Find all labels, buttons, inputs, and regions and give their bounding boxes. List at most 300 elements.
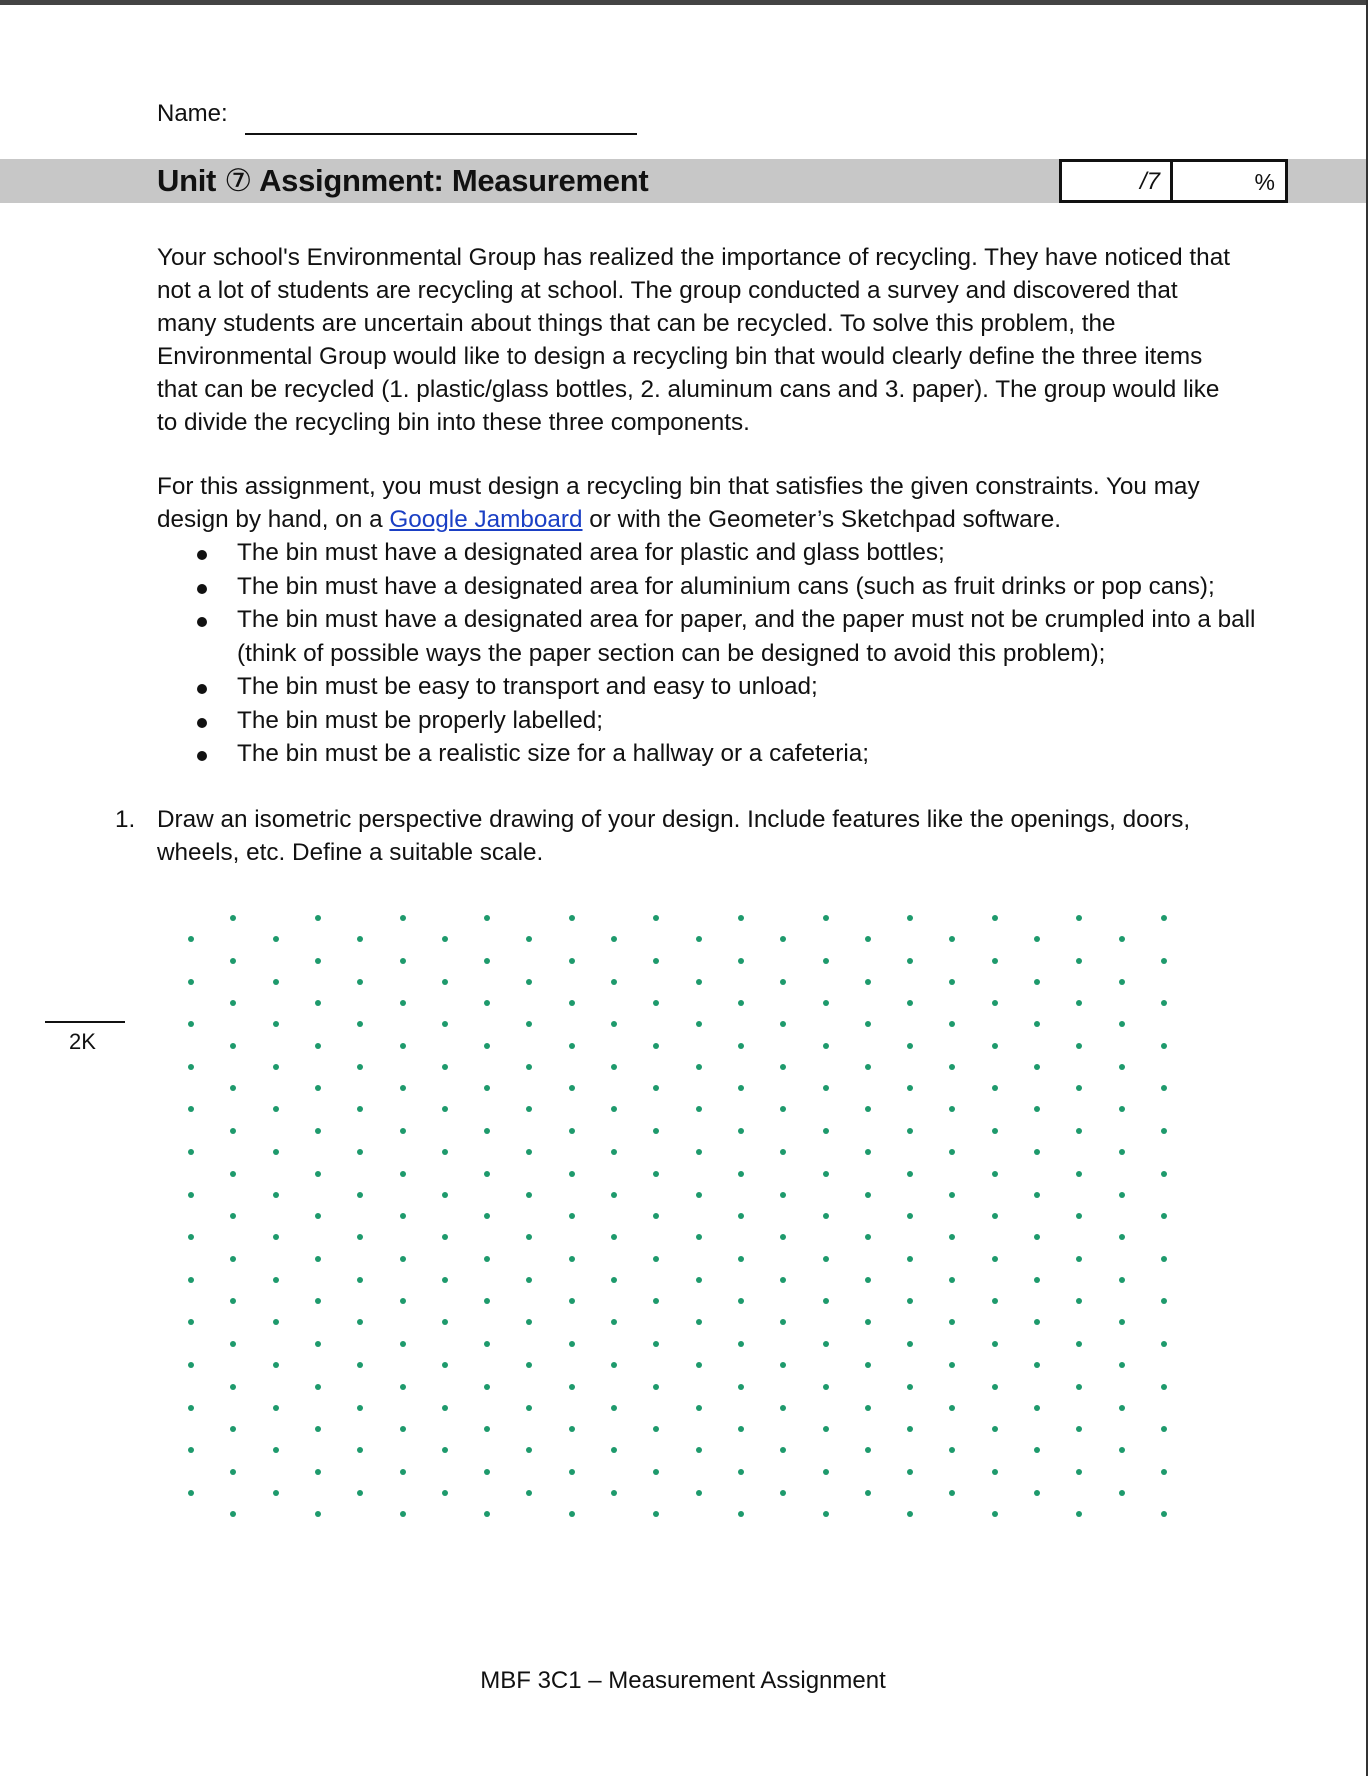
grid-dot xyxy=(1076,1000,1082,1006)
grid-dot xyxy=(1034,1490,1040,1496)
grid-dot xyxy=(949,1021,955,1027)
grid-dot xyxy=(442,1106,448,1112)
grid-dot xyxy=(992,1000,998,1006)
grid-dot xyxy=(653,1469,659,1475)
grid-dot xyxy=(823,1469,829,1475)
grid-dot xyxy=(230,1171,236,1177)
grid-dot xyxy=(188,1234,194,1240)
grid-dot xyxy=(611,1021,617,1027)
grid-dot xyxy=(273,1490,279,1496)
grid-dot xyxy=(315,1384,321,1390)
grid-dot xyxy=(992,1043,998,1049)
grid-dot xyxy=(611,1277,617,1283)
grid-dot xyxy=(273,936,279,942)
grid-dot xyxy=(696,936,702,942)
grid-dot xyxy=(315,915,321,921)
grid-dot xyxy=(357,1064,363,1070)
grid-dot xyxy=(611,1149,617,1155)
grid-dot xyxy=(1034,979,1040,985)
grid-dot xyxy=(526,1277,532,1283)
grid-dot xyxy=(357,1234,363,1240)
grid-dot xyxy=(865,1106,871,1112)
grid-dot xyxy=(400,1426,406,1432)
grid-dot xyxy=(653,915,659,921)
grid-dot xyxy=(569,1171,575,1177)
grid-dot xyxy=(569,1341,575,1347)
grid-dot xyxy=(569,1085,575,1091)
grid-dot xyxy=(1034,1362,1040,1368)
grid-dot xyxy=(357,1405,363,1411)
grid-dot xyxy=(315,1085,321,1091)
grid-dot xyxy=(188,1064,194,1070)
constraints-list xyxy=(157,536,1257,771)
name-label: Name: xyxy=(157,100,228,127)
grid-dot xyxy=(315,1298,321,1304)
grid-dot xyxy=(315,1213,321,1219)
grid-dot xyxy=(400,1384,406,1390)
grid-dot xyxy=(696,1362,702,1368)
grid-dot xyxy=(1119,1064,1125,1070)
grid-dot xyxy=(484,1384,490,1390)
grid-dot xyxy=(738,1511,744,1517)
grid-dot xyxy=(484,958,490,964)
bullet-icon xyxy=(197,550,207,560)
grid-dot xyxy=(907,1341,913,1347)
grid-dot xyxy=(823,1341,829,1347)
grid-dot xyxy=(569,958,575,964)
grid-dot xyxy=(188,1319,194,1325)
grid-dot xyxy=(696,1021,702,1027)
grid-dot xyxy=(907,1171,913,1177)
grid-dot xyxy=(823,1085,829,1091)
bullet-icon xyxy=(197,718,207,728)
grid-dot xyxy=(1034,1319,1040,1325)
grid-dot xyxy=(949,1234,955,1240)
score-box xyxy=(1059,159,1173,203)
grid-dot xyxy=(1076,1171,1082,1177)
grid-dot xyxy=(738,1128,744,1134)
title-text: Assignment: Measurement xyxy=(259,163,649,198)
grid-dot xyxy=(992,1213,998,1219)
grid-dot xyxy=(230,1469,236,1475)
grid-dot xyxy=(865,1064,871,1070)
grid-dot xyxy=(188,1405,194,1411)
grid-dot xyxy=(949,1192,955,1198)
grid-dot xyxy=(230,1298,236,1304)
grid-dot xyxy=(315,1000,321,1006)
grid-dot xyxy=(569,1426,575,1432)
grid-dot xyxy=(526,1149,532,1155)
grid-dot xyxy=(442,1319,448,1325)
grid-dot xyxy=(823,1213,829,1219)
grid-dot xyxy=(273,979,279,985)
grid-dot xyxy=(357,1106,363,1112)
grid-dot xyxy=(949,1490,955,1496)
grid-dot xyxy=(823,1171,829,1177)
grid-dot xyxy=(526,979,532,985)
grid-dot xyxy=(484,1043,490,1049)
grid-dot xyxy=(653,1426,659,1432)
grid-dot xyxy=(569,915,575,921)
grid-dot xyxy=(569,1043,575,1049)
grid-dot xyxy=(484,1298,490,1304)
percent-box xyxy=(1170,159,1288,203)
grid-dot xyxy=(696,1277,702,1283)
grid-dot xyxy=(1161,1085,1167,1091)
grid-dot xyxy=(780,1319,786,1325)
grid-dot xyxy=(611,1447,617,1453)
grid-dot xyxy=(653,1085,659,1091)
grid-dot xyxy=(315,1171,321,1177)
grid-dot xyxy=(992,1469,998,1475)
grid-dot xyxy=(992,958,998,964)
grid-dot xyxy=(400,1511,406,1517)
grid-dot xyxy=(865,1447,871,1453)
grid-dot xyxy=(400,1469,406,1475)
grid-dot xyxy=(992,1128,998,1134)
grid-dot xyxy=(949,1319,955,1325)
list-item: The bin must be easy to transport and easy to unload; xyxy=(157,670,1257,704)
grid-dot xyxy=(780,1021,786,1027)
grid-dot xyxy=(823,1384,829,1390)
grid-dot xyxy=(526,1490,532,1496)
grid-dot xyxy=(738,1384,744,1390)
grid-dot xyxy=(1161,1000,1167,1006)
grid-dot xyxy=(273,1362,279,1368)
grid-dot xyxy=(653,1043,659,1049)
grid-dot xyxy=(907,1000,913,1006)
grid-dot xyxy=(230,1511,236,1517)
grid-dot xyxy=(1161,1128,1167,1134)
grid-dot xyxy=(738,1341,744,1347)
grid-dot xyxy=(230,1085,236,1091)
grid-dot xyxy=(696,1106,702,1112)
bullet-icon xyxy=(197,584,207,594)
grid-dot xyxy=(907,958,913,964)
grid-dot xyxy=(526,1234,532,1240)
grid-dot xyxy=(315,1043,321,1049)
grid-dot xyxy=(780,1106,786,1112)
grid-dot xyxy=(1076,1426,1082,1432)
grid-dot xyxy=(273,1319,279,1325)
grid-dot xyxy=(653,1298,659,1304)
grid-dot xyxy=(949,1149,955,1155)
google-jamboard-link[interactable]: Google Jamboard xyxy=(389,506,583,533)
grid-dot xyxy=(1119,1106,1125,1112)
grid-dot xyxy=(442,979,448,985)
grid-dot xyxy=(188,1021,194,1027)
grid-dot xyxy=(738,915,744,921)
grid-dot xyxy=(357,1490,363,1496)
grid-dot xyxy=(569,1128,575,1134)
grid-dot xyxy=(611,1234,617,1240)
grid-dot xyxy=(653,1256,659,1262)
grid-dot xyxy=(1119,1192,1125,1198)
grid-dot xyxy=(188,1490,194,1496)
grid-dot xyxy=(1034,1234,1040,1240)
grid-dot xyxy=(823,915,829,921)
grid-dot xyxy=(1119,1362,1125,1368)
grid-dot xyxy=(442,1277,448,1283)
bullet-icon xyxy=(197,617,207,627)
margin-score-label: 2K xyxy=(69,1029,96,1054)
unit-word: Unit xyxy=(157,163,217,198)
instructions-paragraph xyxy=(157,470,1237,536)
grid-dot xyxy=(611,1362,617,1368)
grid-dot xyxy=(865,1192,871,1198)
grid-dot xyxy=(526,936,532,942)
grid-dot xyxy=(442,1405,448,1411)
grid-dot xyxy=(569,1298,575,1304)
grid-dot xyxy=(1076,1384,1082,1390)
grid-dot xyxy=(230,1213,236,1219)
grid-dot xyxy=(273,1277,279,1283)
grid-dot xyxy=(442,1064,448,1070)
grid-dot xyxy=(273,1234,279,1240)
grid-dot xyxy=(907,1213,913,1219)
grid-dot xyxy=(653,1511,659,1517)
margin-score xyxy=(45,1021,125,1055)
grid-dot xyxy=(1119,1277,1125,1283)
grid-dot xyxy=(1034,1064,1040,1070)
grid-dot xyxy=(738,1213,744,1219)
grid-dot xyxy=(400,1298,406,1304)
grid-dot xyxy=(1119,979,1125,985)
grid-dot xyxy=(484,1171,490,1177)
list-item: The bin must be properly labelled; xyxy=(157,704,1257,738)
grid-dot xyxy=(907,1384,913,1390)
grid-dot xyxy=(526,1192,532,1198)
grid-dot xyxy=(1076,1085,1082,1091)
grid-dot xyxy=(273,1149,279,1155)
grid-dot xyxy=(188,1192,194,1198)
grid-dot xyxy=(907,1298,913,1304)
grid-dot xyxy=(315,1511,321,1517)
grid-dot xyxy=(696,979,702,985)
grid-dot xyxy=(484,1213,490,1219)
grid-dot xyxy=(400,1043,406,1049)
grid-dot xyxy=(1076,1043,1082,1049)
grid-dot xyxy=(1119,936,1125,942)
grid-dot xyxy=(484,1128,490,1134)
grid-dot xyxy=(357,1192,363,1198)
grid-dot xyxy=(273,1192,279,1198)
grid-dot xyxy=(823,1128,829,1134)
intro-paragraph: Your school's Environmental Group has realized the importance of recycling. They have noticed that not a lot of students are recycling at school. The group conducted a survey and discovered that many students are uncertain about things that can be recycled. To solve this problem, the Environmental Group would like to design a recycling bin that would clearly define the three items that can be recycled (1. plastic/glass bottles, 2. aluminum cans and 3. paper). The group would like to divide the recycling bin into these three components. xyxy=(157,244,1230,436)
grid-dot xyxy=(949,936,955,942)
grid-dot xyxy=(696,1234,702,1240)
grid-dot xyxy=(949,1277,955,1283)
grid-dot xyxy=(611,1064,617,1070)
grid-dot xyxy=(949,1064,955,1070)
grid-dot xyxy=(357,1319,363,1325)
instructions-text-b: or with the Geometer’s Sketchpad software. xyxy=(582,506,1062,533)
question-text: Draw an isometric perspective drawing of your design. Include features like the openings, doors, wheels, etc. Define a suitable scale. xyxy=(157,806,1191,866)
grid-dot xyxy=(780,1064,786,1070)
grid-dot xyxy=(1034,1447,1040,1453)
grid-dot xyxy=(357,1447,363,1453)
grid-dot xyxy=(357,1149,363,1155)
grid-dot xyxy=(653,1171,659,1177)
grid-dot xyxy=(611,1192,617,1198)
grid-dot xyxy=(569,1000,575,1006)
grid-dot xyxy=(230,1128,236,1134)
grid-dot xyxy=(273,1106,279,1112)
grid-dot xyxy=(992,1298,998,1304)
grid-dot xyxy=(188,1447,194,1453)
grid-dot xyxy=(400,1341,406,1347)
grid-dot xyxy=(1161,1171,1167,1177)
grid-dot xyxy=(357,979,363,985)
grid-dot xyxy=(569,1384,575,1390)
grid-dot xyxy=(230,1384,236,1390)
grid-dot xyxy=(1161,1043,1167,1049)
grid-dot xyxy=(865,1149,871,1155)
grid-dot xyxy=(569,1469,575,1475)
grid-dot xyxy=(400,1085,406,1091)
grid-dot xyxy=(823,1298,829,1304)
grid-dot xyxy=(780,936,786,942)
grid-dot xyxy=(907,1426,913,1432)
grid-dot xyxy=(992,1085,998,1091)
grid-dot xyxy=(230,1043,236,1049)
grid-dot xyxy=(1076,958,1082,964)
grid-dot xyxy=(865,1021,871,1027)
grid-dot xyxy=(230,1000,236,1006)
grid-dot xyxy=(780,1362,786,1368)
grid-dot xyxy=(1119,1234,1125,1240)
grid-dot xyxy=(738,1256,744,1262)
grid-dot xyxy=(696,1192,702,1198)
grid-dot xyxy=(1034,1106,1040,1112)
grid-dot xyxy=(1119,1447,1125,1453)
grid-dot xyxy=(780,1277,786,1283)
grid-dot xyxy=(315,1426,321,1432)
grid-dot xyxy=(696,1405,702,1411)
grid-dot xyxy=(907,1511,913,1517)
grid-dot xyxy=(1076,1213,1082,1219)
grid-dot xyxy=(611,1405,617,1411)
grid-dot xyxy=(1119,1319,1125,1325)
grid-dot xyxy=(188,979,194,985)
grid-dot xyxy=(1076,1341,1082,1347)
grid-dot xyxy=(569,1256,575,1262)
grid-dot xyxy=(526,1021,532,1027)
grid-dot xyxy=(823,1426,829,1432)
grid-dot xyxy=(611,936,617,942)
grid-dot xyxy=(526,1319,532,1325)
grid-dot xyxy=(696,1149,702,1155)
grid-dot xyxy=(1076,1511,1082,1517)
grid-dot xyxy=(188,1106,194,1112)
grid-dot xyxy=(1161,1469,1167,1475)
grid-dot xyxy=(230,915,236,921)
grid-dot xyxy=(823,1000,829,1006)
grid-dot xyxy=(442,1447,448,1453)
grid-dot xyxy=(780,979,786,985)
grid-dot xyxy=(823,1256,829,1262)
grid-dot xyxy=(188,1362,194,1368)
grid-dot xyxy=(1076,1128,1082,1134)
bullet-icon xyxy=(197,684,207,694)
grid-dot xyxy=(484,1256,490,1262)
grid-dot xyxy=(738,1000,744,1006)
grid-dot xyxy=(738,958,744,964)
grid-dot xyxy=(1161,1213,1167,1219)
grid-dot xyxy=(484,1426,490,1432)
grid-dot xyxy=(188,1277,194,1283)
grid-dot xyxy=(400,915,406,921)
grid-dot xyxy=(1161,1426,1167,1432)
grid-dot xyxy=(653,1384,659,1390)
grid-dot xyxy=(738,1426,744,1432)
grid-dot xyxy=(949,1405,955,1411)
grid-dot xyxy=(484,1085,490,1091)
grid-dot xyxy=(653,1128,659,1134)
grid-dot xyxy=(1161,1511,1167,1517)
grid-dot xyxy=(315,1341,321,1347)
grid-dot xyxy=(823,958,829,964)
grid-dot xyxy=(738,1043,744,1049)
grid-dot xyxy=(1034,1405,1040,1411)
grid-dot xyxy=(907,1256,913,1262)
grid-dot xyxy=(569,1511,575,1517)
grid-dot xyxy=(357,1362,363,1368)
grid-dot xyxy=(526,1362,532,1368)
instructions-text-a: For this assignment, you must design a recycling bin that satisfies the given constraints. You may design by hand, on a xyxy=(157,473,1200,533)
grid-dot xyxy=(949,1447,955,1453)
question-number: 1. xyxy=(115,806,136,833)
grid-dot xyxy=(315,1256,321,1262)
grid-dot xyxy=(738,1298,744,1304)
list-item: The bin must be a realistic size for a hallway or a cafeteria; xyxy=(157,737,1257,771)
grid-dot xyxy=(696,1490,702,1496)
grid-dot xyxy=(442,1362,448,1368)
grid-dot xyxy=(653,1000,659,1006)
grid-dot xyxy=(1034,1149,1040,1155)
grid-dot xyxy=(823,1511,829,1517)
grid-dot xyxy=(526,1405,532,1411)
grid-dot xyxy=(484,1469,490,1475)
grid-dot xyxy=(611,1319,617,1325)
grid-dot xyxy=(442,1192,448,1198)
grid-dot xyxy=(1119,1490,1125,1496)
grid-dot xyxy=(230,1341,236,1347)
grid-dot xyxy=(653,1341,659,1347)
grid-dot xyxy=(992,915,998,921)
grid-dot xyxy=(780,1234,786,1240)
grid-dot xyxy=(400,1128,406,1134)
grid-dot xyxy=(611,979,617,985)
grid-dot xyxy=(484,915,490,921)
grid-dot xyxy=(442,936,448,942)
grid-dot xyxy=(696,1447,702,1453)
grid-dot xyxy=(273,1405,279,1411)
grid-dot xyxy=(738,1171,744,1177)
grid-dot xyxy=(865,979,871,985)
grid-dot xyxy=(611,1490,617,1496)
grid-dot xyxy=(526,1106,532,1112)
grid-dot xyxy=(653,958,659,964)
grid-dot xyxy=(823,1043,829,1049)
grid-dot xyxy=(526,1064,532,1070)
grid-dot xyxy=(738,1469,744,1475)
grid-dot xyxy=(569,1213,575,1219)
grid-dot xyxy=(400,1000,406,1006)
grid-dot xyxy=(484,1341,490,1347)
grid-dot xyxy=(273,1021,279,1027)
grid-dot xyxy=(865,1277,871,1283)
